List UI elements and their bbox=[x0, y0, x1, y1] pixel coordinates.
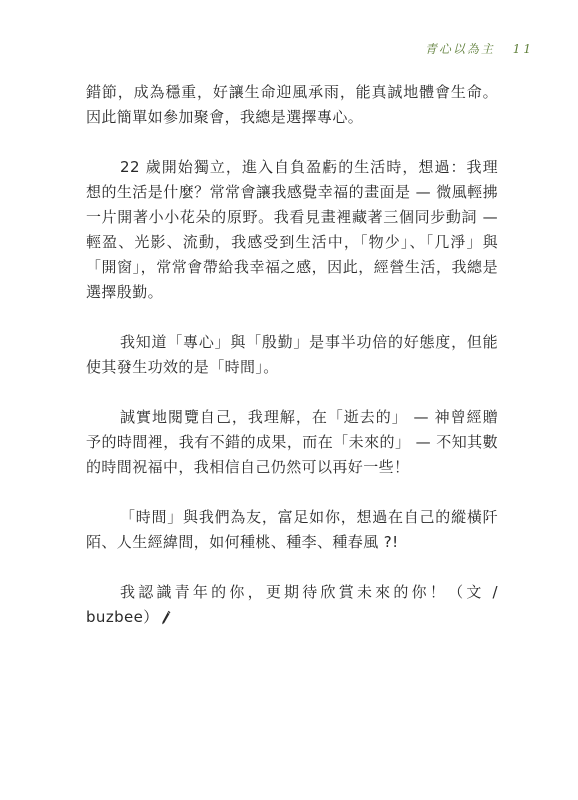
page-number: 11 bbox=[512, 42, 534, 56]
body-text bbox=[86, 80, 498, 630]
paragraph-independence: 22 歲開始獨立，進入自負盈虧的生活時，想過：我理想的生活是什麼？常常會讓我感覺幸福的畫面是 — 微風輕拂一片開著小小花朵的原野。我看見畫裡藏著三個同步動詞 — 輕盈、光影、流動，我感受到生活中，「物少」、「几淨」與「開窗」，常常會帶給我幸福之感，因此，經營生活，我總是選擇殷勤。 bbox=[86, 158, 498, 301]
running-header bbox=[425, 40, 534, 57]
paragraph-reflection: 誠實地閱覽自己，我理解，在「逝去的」 — 神曾經贈予的時間裡，我有不錯的成果，而在「未來的」 — 不知其數的時間祝福中，我相信自己仍然可以再好一些！ bbox=[86, 408, 498, 476]
paragraph-closing bbox=[86, 580, 498, 630]
pen-icon bbox=[161, 610, 171, 625]
paragraph-continued: 錯節，成為穩重，好讓生命迎風承雨，能真誠地體會生命。因此簡單如參加聚會，我總是選擇專心。 bbox=[86, 83, 498, 126]
paragraph-friendship: 「時間」與我們為友，富足如你，想過在自己的縱橫阡陌、人生經緯間，如何種桃、種李、種春風 ?! bbox=[86, 508, 498, 551]
paragraph-time: 我知道「專心」與「殷勤」是事半功倍的好態度，但能使其發生功效的是「時間」。 bbox=[86, 333, 498, 376]
running-header-title: 青心以為主 bbox=[424, 42, 495, 56]
closing-text: 我認識青年的你，更期待欣賞未來的你！（文 / buzbee） bbox=[86, 583, 498, 626]
